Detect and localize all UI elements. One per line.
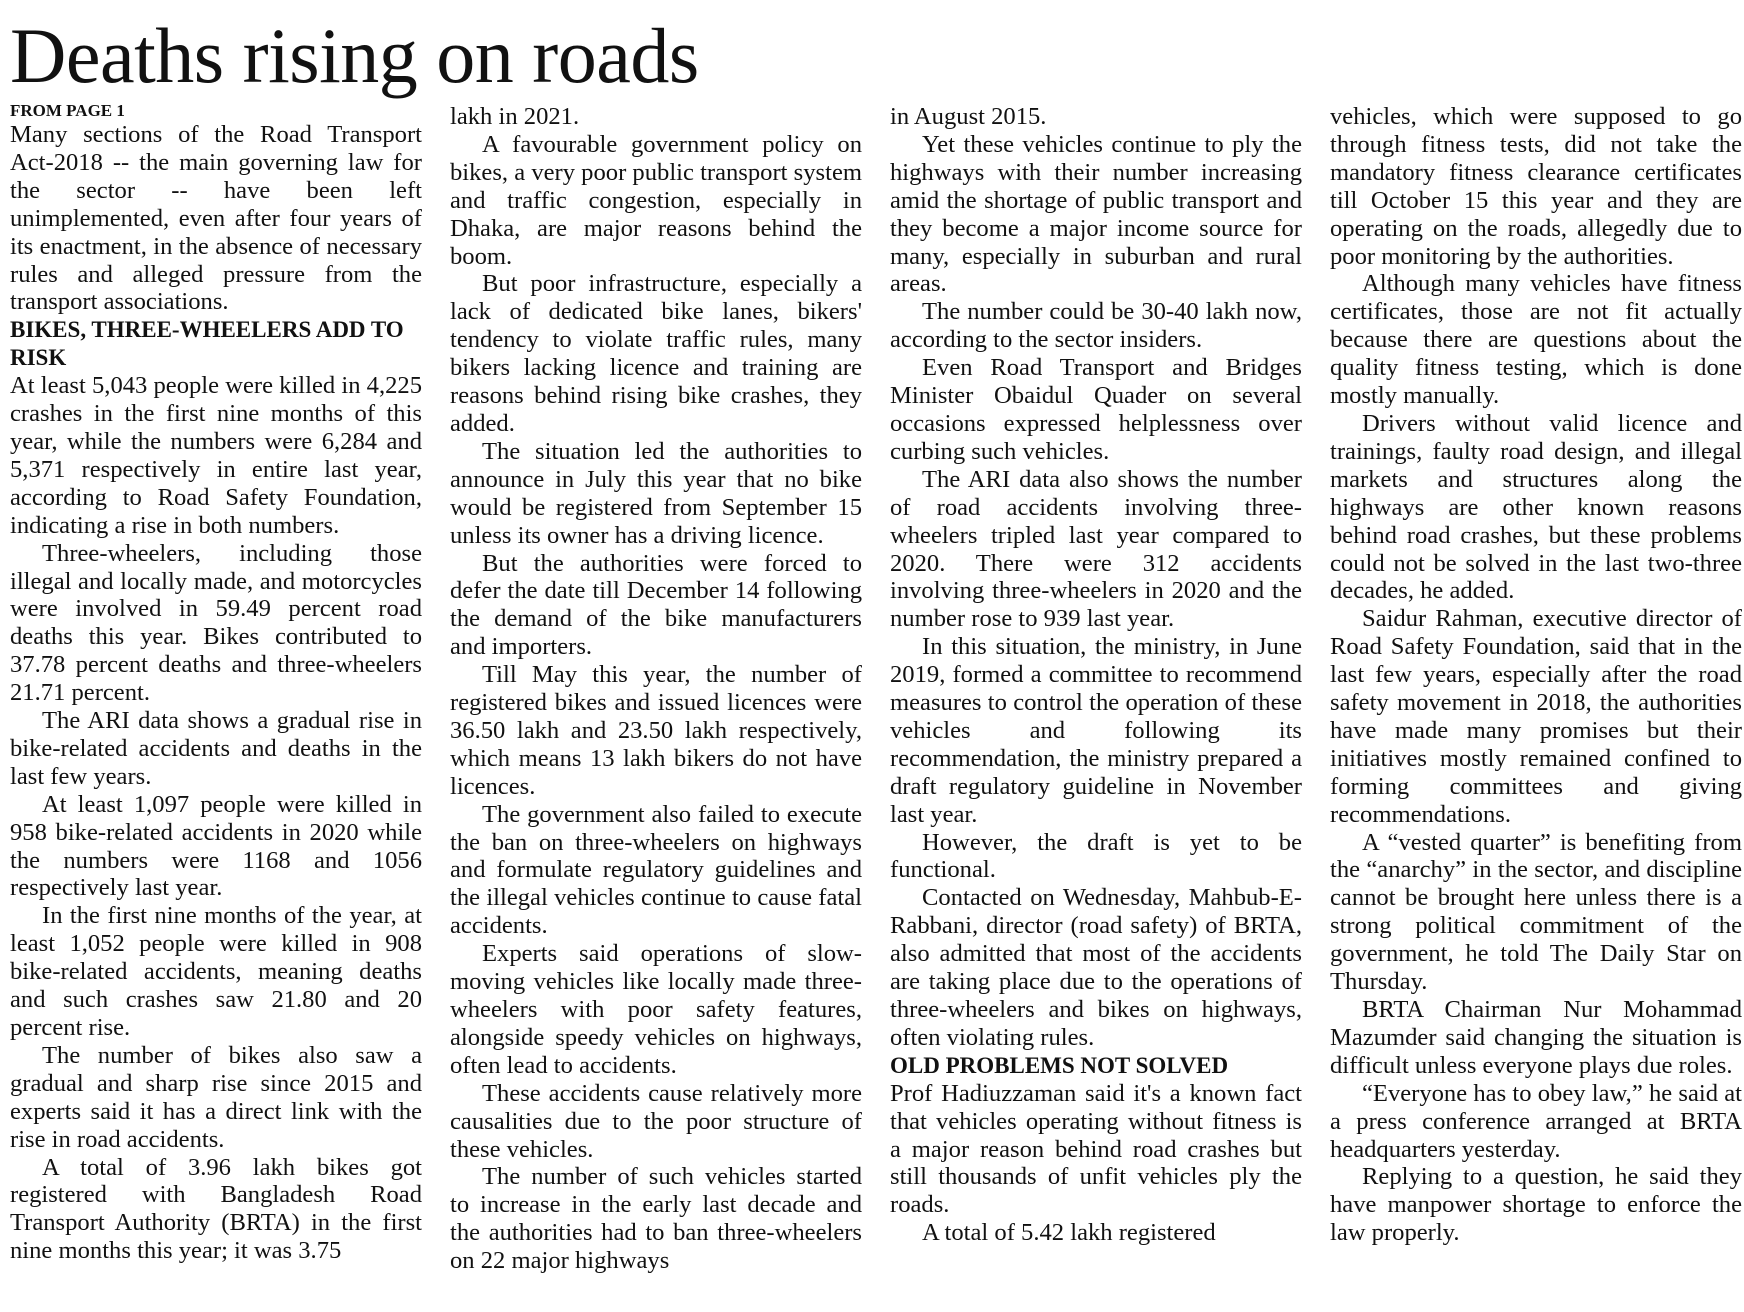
paragraph: At least 1,097 people were killed in 958 bike-related accidents in 2020 while the numbers were 1168 and 1056 respectively last year. bbox=[10, 790, 422, 902]
paragraph: lakh in 2021. bbox=[450, 103, 580, 130]
paragraph: “Everyone has to obey law,” he said at a press conference arranged at BRTA headquarters yesterday. bbox=[1330, 1079, 1742, 1163]
paragraph: The government also failed to execute the ban on three-wheelers on highways and formulate regulatory guidelines and the illegal vehicles continue to cause fatal accidents. bbox=[450, 800, 862, 940]
paragraph: These accidents cause relatively more causalities due to the poor structure of these vehicles. bbox=[450, 1079, 862, 1163]
paragraph: Even Road Transport and Bridges Minister Obaidul Quader on several occasions expressed helplessness over curbing such vehicles. bbox=[890, 354, 1302, 465]
paragraph: Replying to a question, he said they have manpower shortage to enforce the law properly. bbox=[1330, 1163, 1742, 1247]
paragraph: in August 2015. bbox=[890, 103, 1047, 130]
paragraph: The number of such vehicles started to increase in the early last decade and the authorities had to ban three-wheelers on 22 major highways bbox=[450, 1163, 862, 1275]
subheading: BIKES, THREE-WHEELERS ADD TO RISK bbox=[10, 317, 404, 371]
paragraph: Till May this year, the number of registered bikes and issued licences were 36.50 lakh and 23.50 lakh respectively, which means 13 lakh bikers do not have licences. bbox=[450, 661, 862, 800]
paragraph: BRTA Chairman Nur Mohammad Mazumder said changing the situation is difficult unless everyone plays due roles. bbox=[1330, 996, 1742, 1079]
paragraph: A “vested quarter” is benefiting from the “anarchy” in the sector, and discipline cannot be brought here unless there is a strong political commitment of the government, he told The Daily Star on Thursday. bbox=[1330, 828, 1742, 996]
paragraph: A total of 3.96 lakh bikes got registered with Bangladesh Road Transport Authority (BRTA) in the first nine months this year; it was 3.75 bbox=[10, 1153, 422, 1265]
paragraph: Contacted on Wednesday, Mahbub-E-Rabbani, director (road safety) of BRTA, also admitted that most of the accidents are taking place due to the operations of three-wheelers and bikes on highways, often violating rules. bbox=[890, 884, 1302, 1051]
continued-from-label: FROM PAGE 1 bbox=[10, 101, 125, 120]
paragraph: The situation led the authorities to announce in July this year that no bike would be registered from September 15 unless its owner has a driving licence. bbox=[450, 437, 862, 549]
paragraph: The number of bikes also saw a gradual and sharp rise since 2015 and experts said it has a direct link with the rise in road accidents. bbox=[10, 1041, 422, 1153]
paragraph: Yet these vehicles continue to ply the highways with their number increasing amid the shortage of public transport and they become a major income source for many, especially in suburban and rural areas. bbox=[890, 130, 1302, 298]
article-headline: Deaths rising on roads bbox=[10, 12, 699, 99]
paragraph: Drivers without valid licence and trainings, faulty road design, and illegal markets and structures along the highways are other known reasons behind road crashes, but these problems could not be solved in the last two-three decades, he added. bbox=[1330, 409, 1742, 605]
paragraph: vehicles, which were supposed to go through fitness tests, did not take the mandatory fitness clearance certificates till October 15 this year and they are operating on the roads, allegedly due to poor monitoring by the authorities. bbox=[1330, 103, 1742, 270]
paragraph: In this situation, the ministry, in June 2019, formed a committee to recommend measures to control the operation of these vehicles and following its recommendation, the ministry prepared a draft regulatory guideline in November last year. bbox=[890, 633, 1302, 828]
paragraph: Prof Hadiuzzaman said it's a known fact that vehicles operating without fitness is a major reason behind road crashes but still thousands of unfit vehicles ply the roads. bbox=[890, 1079, 1302, 1219]
article-column-4 bbox=[1330, 103, 1742, 1247]
paragraph: Although many vehicles have fitness certificates, those are not fit actually because there are questions about the quality fitness testing, which is done mostly manually. bbox=[1330, 270, 1742, 410]
paragraph: At least 5,043 people were killed in 4,225 crashes in the first nine months of this year, while the numbers were 6,284 and 5,371 respectively in entire last year, according to Road Safety Foundation, indicating a rise in both numbers. bbox=[10, 372, 422, 539]
paragraph: A favourable government policy on bikes, a very poor public transport system and traffic congestion, especially in Dhaka, are major reasons behind the boom. bbox=[450, 130, 862, 270]
paragraph: The ARI data shows a gradual rise in bike-related accidents and deaths in the last few years. bbox=[10, 707, 422, 790]
paragraph: A total of 5.42 lakh registered bbox=[922, 1219, 1216, 1247]
paragraph: Many sections of the Road Transport Act-2018 -- the main governing law for the sector -- have been left unimplemented, even after four years of its enactment, in the absence of necessary rules and alleged pressure from the transport associations. bbox=[10, 121, 422, 316]
paragraph: But the authorities were forced to defer the date till December 14 following the demand of the bike manufacturers and importers. bbox=[450, 549, 862, 661]
paragraph: However, the draft is yet to be functional. bbox=[890, 828, 1302, 884]
paragraph: Experts said operations of slow-moving vehicles like locally made three-wheelers with poor safety features, alongside speedy vehicles on highways, often lead to accidents. bbox=[450, 940, 862, 1079]
paragraph: Three-wheelers, including those illegal and locally made, and motorcycles were involved in 59.49 percent road deaths this year. Bikes contributed to 37.78 percent deaths and three-wheelers 21.71 percent. bbox=[10, 539, 422, 707]
paragraph: The ARI data also shows the number of road accidents involving three-wheelers tripled last year compared to 2020. There were 312 accidents involving three-wheelers in 2020 and the number rose to 939 last year. bbox=[890, 465, 1302, 633]
paragraph: In the first nine months of the year, at least 1,052 people were killed in 908 bike-related accidents, meaning deaths and such crashes saw 21.80 and 20 percent rise. bbox=[10, 902, 422, 1041]
subheading: OLD PROBLEMS NOT SOLVED bbox=[890, 1052, 1229, 1078]
article-column-3 bbox=[890, 103, 1302, 1247]
paragraph: But poor infrastructure, especially a lack of dedicated bike lanes, bikers' tendency to violate traffic rules, many bikers lacking licence and training are reasons behind rising bike crashes, they added. bbox=[450, 270, 862, 437]
paragraph: Saidur Rahman, executive director of Road Safety Foundation, said that in the last few years, especially after the road safety movement in 2018, the authorities have made many promises but their initiatives mostly remained confined to forming committees and giving recommendations. bbox=[1330, 605, 1742, 828]
article-column-2 bbox=[450, 103, 862, 1275]
paragraph: The number could be 30-40 lakh now, according to the sector insiders. bbox=[890, 298, 1302, 354]
article-column-1 bbox=[10, 101, 422, 1265]
